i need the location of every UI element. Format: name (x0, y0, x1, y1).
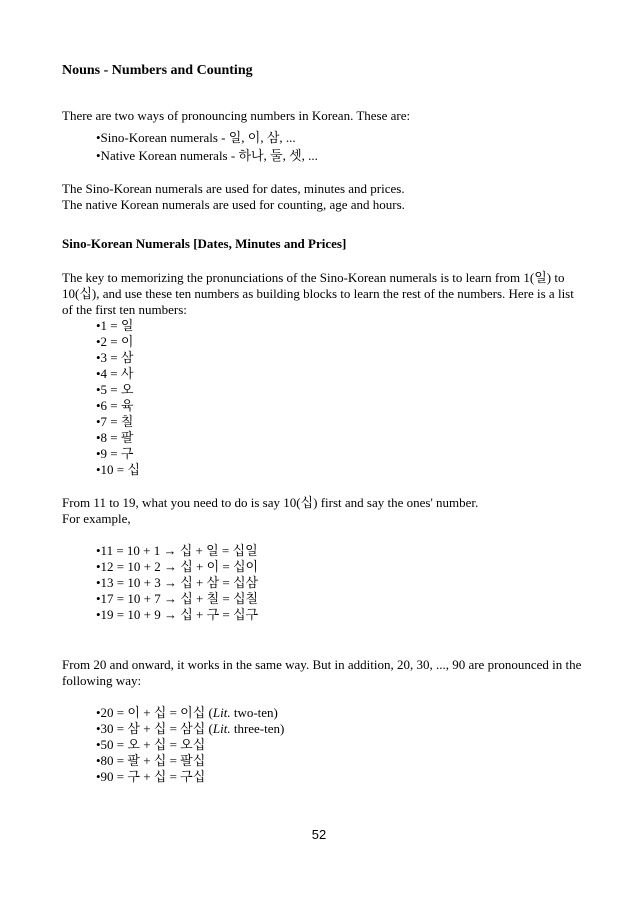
teens-paragraph-line: From 11 to 19, what you need to do is say 10(십) first and say the ones' number. (62, 495, 479, 510)
teens-paragraph-line: For example, (62, 511, 131, 526)
list-item: •4 = 사 (96, 366, 134, 381)
list-item: •80 = 팔 + 십 = 팔십 (96, 753, 206, 768)
list-item: •2 = 이 (96, 334, 134, 349)
list-item: •11 = 10 + 1 → 십 + 일 = 십일 (96, 543, 258, 558)
section-heading: Sino-Korean Numerals [Dates, Minutes and Prices] (62, 236, 347, 251)
list-item: •5 = 오 (96, 382, 134, 397)
usage-line: The Sino-Korean numerals are used for dates, minutes and prices. (62, 181, 405, 196)
tens-paragraph-line: From 20 and onward, it works in the same way. But in addition, 20, 30, ..., 90 are pronounced in the (62, 657, 582, 672)
list-item-gloss: two-ten) (230, 705, 278, 720)
list-item: •6 = 육 (96, 398, 134, 413)
list-item: •17 = 10 + 7 → 십 + 칠 = 십칠 (96, 591, 259, 606)
key-paragraph-line: 10(십), and use these ten numbers as building blocks to learn the rest of the numbers. Here is a list (62, 286, 574, 301)
list-item: •10 = 십 (96, 462, 140, 477)
intro-paragraph: There are two ways of pronouncing numbers in Korean. These are: (62, 108, 411, 123)
list-item: •Native Korean numerals - 하나, 둘, 셋, ... (96, 148, 318, 163)
list-item: •50 = 오 + 십 = 오십 (96, 737, 206, 752)
key-paragraph-line: of the first ten numbers: (62, 302, 187, 317)
tens-paragraph-line: following way: (62, 673, 142, 688)
list-item: •7 = 칠 (96, 414, 134, 429)
lit-abbrev: Lit. (212, 721, 231, 736)
usage-line: The native Korean numerals are used for counting, age and hours. (62, 197, 405, 212)
list-item: •9 = 구 (96, 446, 134, 461)
list-item-gloss: three-ten) (230, 721, 285, 736)
page-title: Nouns - Numbers and Counting (62, 63, 253, 78)
list-item (96, 721, 284, 737)
list-item: •8 = 팔 (96, 430, 134, 445)
list-item-text: •30 = 삼 + 십 = 삼십 ( (96, 721, 213, 736)
key-paragraph-line: The key to memorizing the pronunciations of the Sino-Korean numerals is to learn from 1(일) to (62, 270, 565, 285)
list-item: •90 = 구 + 십 = 구십 (96, 769, 206, 784)
list-item: •19 = 10 + 9 → 십 + 구 = 십구 (96, 607, 259, 622)
page-number: 52 (311, 827, 327, 842)
lit-abbrev: Lit. (212, 705, 231, 720)
list-item: •1 = 일 (96, 318, 134, 333)
list-item-text: •20 = 이 + 십 = 이십 ( (96, 705, 213, 720)
list-item: •13 = 10 + 3 → 십 + 삼 = 십삼 (96, 575, 259, 590)
list-item (96, 705, 278, 721)
list-item: •12 = 10 + 2 → 십 + 이 = 십이 (96, 559, 259, 574)
list-item: •3 = 삼 (96, 350, 134, 365)
list-item: •Sino-Korean numerals - 일, 이, 삼, ... (96, 130, 296, 145)
